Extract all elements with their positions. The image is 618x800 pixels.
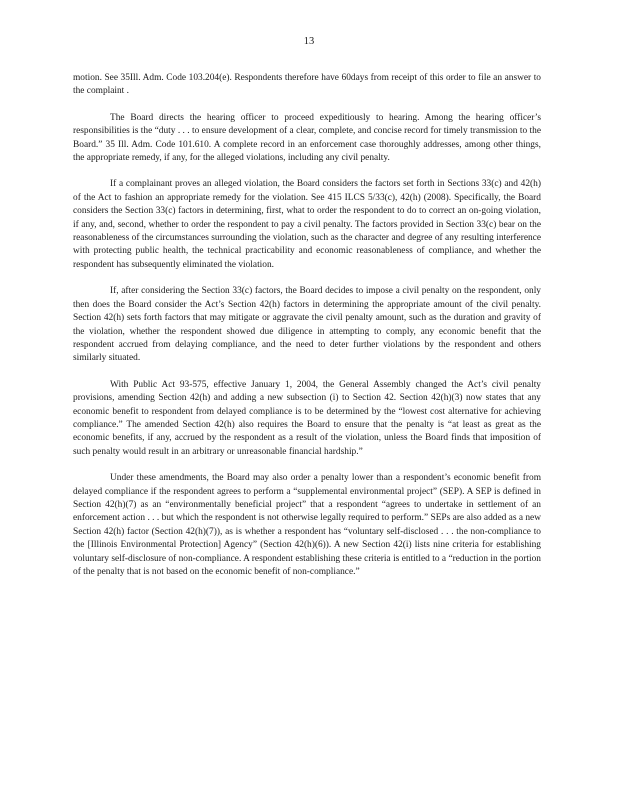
paragraph: If, after considering the Section 33(c) factors, the Board decides to impose a civil penalty on the respondent, only then does the Board consider the Act’s Section 42(h) factors in determining the appropriate amount of the civil penalty. Section 42(h) sets forth factors that may mitigate or aggravate the civil penalty amount, such as the duration and gravity of the violation, whether the respondent showed due diligence in attempting to comply, any economic benefit that the respondent accrued from delaying compliance, and the need to deter further violations by the respondent and others similarly situated. bbox=[73, 286, 541, 364]
body-text bbox=[73, 72, 541, 592]
paragraph: With Public Act 93-575, effective January 1, 2004, the General Assembly changed the Act’s civil penalty provisions, amending Section 42(h) and adding a new subsection (i) to Section 42. Section 42(h)(3) now states that any economic benefit to respondent from delayed compliance is to be determined by the “lowest cost alternative for achieving compliance.” The amended Section 42(h) also requires the Board to ensure that the penalty is “at least as great as the economic benefits, if any, accrued by the respondent as a result of the violation, unless the Board finds that imposition of such penalty would result in an arbitrary or unreasonable financial hardship.” bbox=[73, 379, 541, 457]
paragraph: motion. See 35Ill. Adm. Code 103.204(e). Respondents therefore have 60days from receipt of this order to file an answer to the complaint . bbox=[73, 73, 541, 97]
paragraph: The Board directs the hearing officer to proceed expeditiously to hearing. Among the hearing officer’s responsibilities is the “duty . . . to ensure development of a clear, complete, and concise record for timely transmission to the Board.” 35 Ill. Adm. Code 101.610. A complete record in an enforcement case thoroughly addresses, among other things, the appropriate remedy, if any, for the alleged violations, including any civil penalty. bbox=[73, 112, 541, 164]
page-number: 13 bbox=[303, 36, 315, 47]
paragraph: If a complainant proves an alleged violation, the Board considers the factors set forth in Sections 33(c) and 42(h) of the Act to fashion an appropriate remedy for the violation. See 415 ILCS 5/33(c), 42(h) (2008). Specifically, the Board considers the Section 33(c) factors in determining, first, what to order the respondent to do to correct an on-going violation, if any, and, second, whether to order the respondent to pay a civil penalty. The factors provided in Section 33(c) bear on the reasonableness of the circumstances surrounding the violation, such as the character and degree of any resulting interference with protecting public health, the technical practicability and economic reasonableness of compliance, and whether the respondent has subsequently eliminated the violation. bbox=[73, 179, 541, 270]
paragraph: Under these amendments, the Board may also order a penalty lower than a respondent’s economic benefit from delayed compliance if the respondent agrees to perform a “supplemental environmental project” (SEP). A SEP is defined in Section 42(h)(7) as an “environmentally beneficial project” that a respondent “agrees to undertake in settlement of an enforcement action . . . but which the respondent is not otherwise legally required to perform.” SEPs are also added as a new Section 42(h) factor (Section 42(h)(7)), as is whether a respondent has “voluntary self-disclosed . . . the non-compliance to the [Illinois Environmental Protection] Agency” (Section 42(h)(6)). A new Section 42(i) lists nine criteria for establishing voluntary self-disclosure of non-compliance. A respondent establishing these criteria is entitled to a “reduction in the portion of the penalty that is not based on the economic benefit of non-compliance.” bbox=[73, 473, 541, 577]
